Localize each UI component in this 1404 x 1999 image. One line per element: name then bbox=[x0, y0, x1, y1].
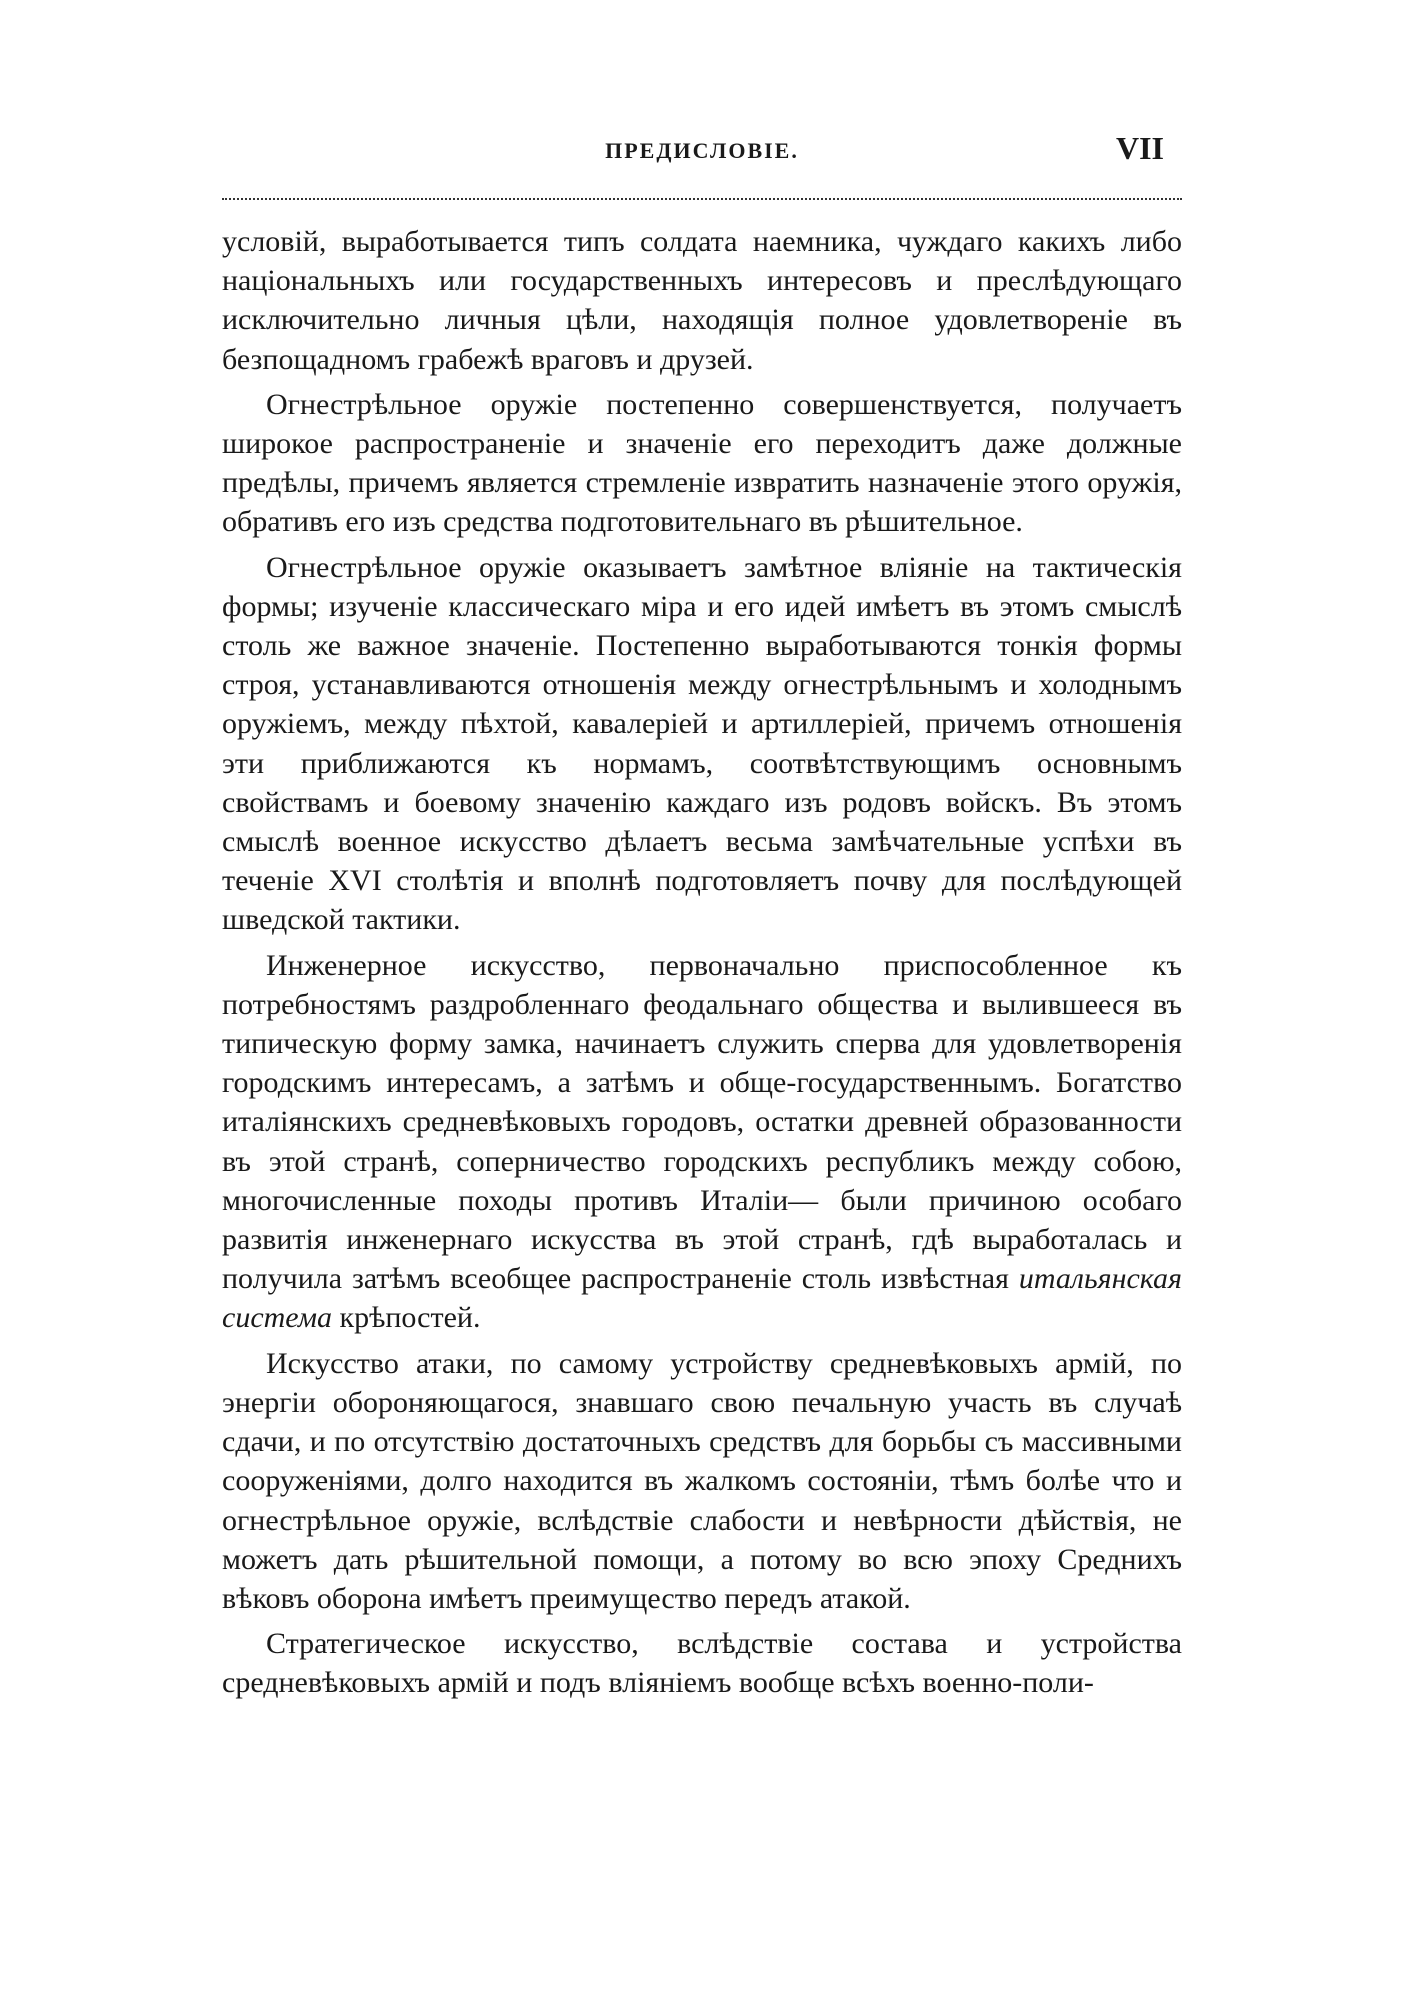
running-header-title: ПРЕДИСЛОВІЕ. bbox=[605, 138, 799, 163]
running-header bbox=[222, 120, 1182, 180]
paragraph-1: условій, выработывается типъ солдата наемника, чуждаго какихъ либо національныхъ или государственныхъ интересовъ и преслѣдующаго исключительно личныя цѣли, находящія полное удовлетвореніе въ безпощадномъ грабежѣ враговъ и друзей. bbox=[222, 225, 1182, 376]
paragraph-6: Стратегическое искусство, вслѣдствіе состава и устройства средневѣковыхъ армій и подъ вліяніемъ вообще всѣхъ военно-поли- bbox=[222, 1627, 1182, 1700]
paragraph-5: Искусство атаки, по самому устройству средневѣковыхъ армій, по энергіи обороняющагося, знавшаго свою печальную участь въ случаѣ сдачи, и по отсутствію достаточныхъ средствъ для борьбы съ массивными сооруженіями, долго находится въ жалкомъ состояніи, тѣмъ болѣе что и огнестрѣльное оружіе, вслѣдствіе слабости и невѣрности дѣйствія, не можетъ дать рѣшительной помощи, а потому во всю эпоху Среднихъ вѣковъ оборона имѣетъ преимущество передъ атакой. bbox=[222, 1346, 1182, 1615]
body-text bbox=[222, 222, 1182, 1703]
paragraph-4 bbox=[222, 946, 1182, 1338]
header-dotted-rule bbox=[222, 198, 1182, 200]
paragraph-3: Огнестрѣльное оружіе оказываетъ замѣтное вліяніе на тактическія формы; изученіе классическаго міра и его идей имѣетъ въ этомъ смыслѣ столь же важное значеніе. Постепенно выработываются тонкія формы строя, устанавливаются отношенія между огнестрѣльнымъ и холоднымъ оружіемъ, между пѣхтой, кавалеріей и артиллеріей, причемъ отношенія эти приближаются къ нормамъ, соотвѣтствующимъ основнымъ свойствамъ и боевому значенію каждаго изъ родовъ войскъ. Въ этомъ смыслѣ военное искусство дѣлаетъ весьма замѣчательные успѣхи въ теченіе XVI столѣтія и вполнѣ подготовляетъ почву для послѣдующей шведской тактики. bbox=[222, 550, 1182, 937]
book-page bbox=[222, 120, 1182, 1709]
paragraph-4-text-after: крѣпостей. bbox=[332, 1301, 481, 1335]
paragraph-2: Огнестрѣльное оружіе постепенно совершенствуется, получаетъ широкое распространеніе и значеніе его переходитъ даже должные предѣлы, причемъ является стремленіе извратить назначеніе этого оружія, обративъ его изъ средства подготовительнаго въ рѣшительное. bbox=[222, 387, 1182, 539]
italic-term: итальянская система bbox=[222, 1262, 1182, 1335]
page-number: VII bbox=[1115, 130, 1164, 166]
paragraph-4-text-before: Инженерное искусство, первоначально приспособленное къ потребностямъ раздробленнаго феодальнаго общества и вылившееся въ типическую форму замка, начинаетъ служить сперва для удовлетворенія городскимъ интересамъ, а затѣмъ и обще-государственнымъ. Богатство италіянскихъ средневѣковыхъ городовъ, остатки древней образованности въ этой странѣ, соперничество городскихъ республикъ между собою, многочисленные походы противъ Италіи— были причиною особаго развитія инженернаго искусства въ этой странѣ, гдѣ выработалась и получила затѣмъ всеобщее распространеніе столь извѣстная bbox=[222, 948, 1182, 1296]
